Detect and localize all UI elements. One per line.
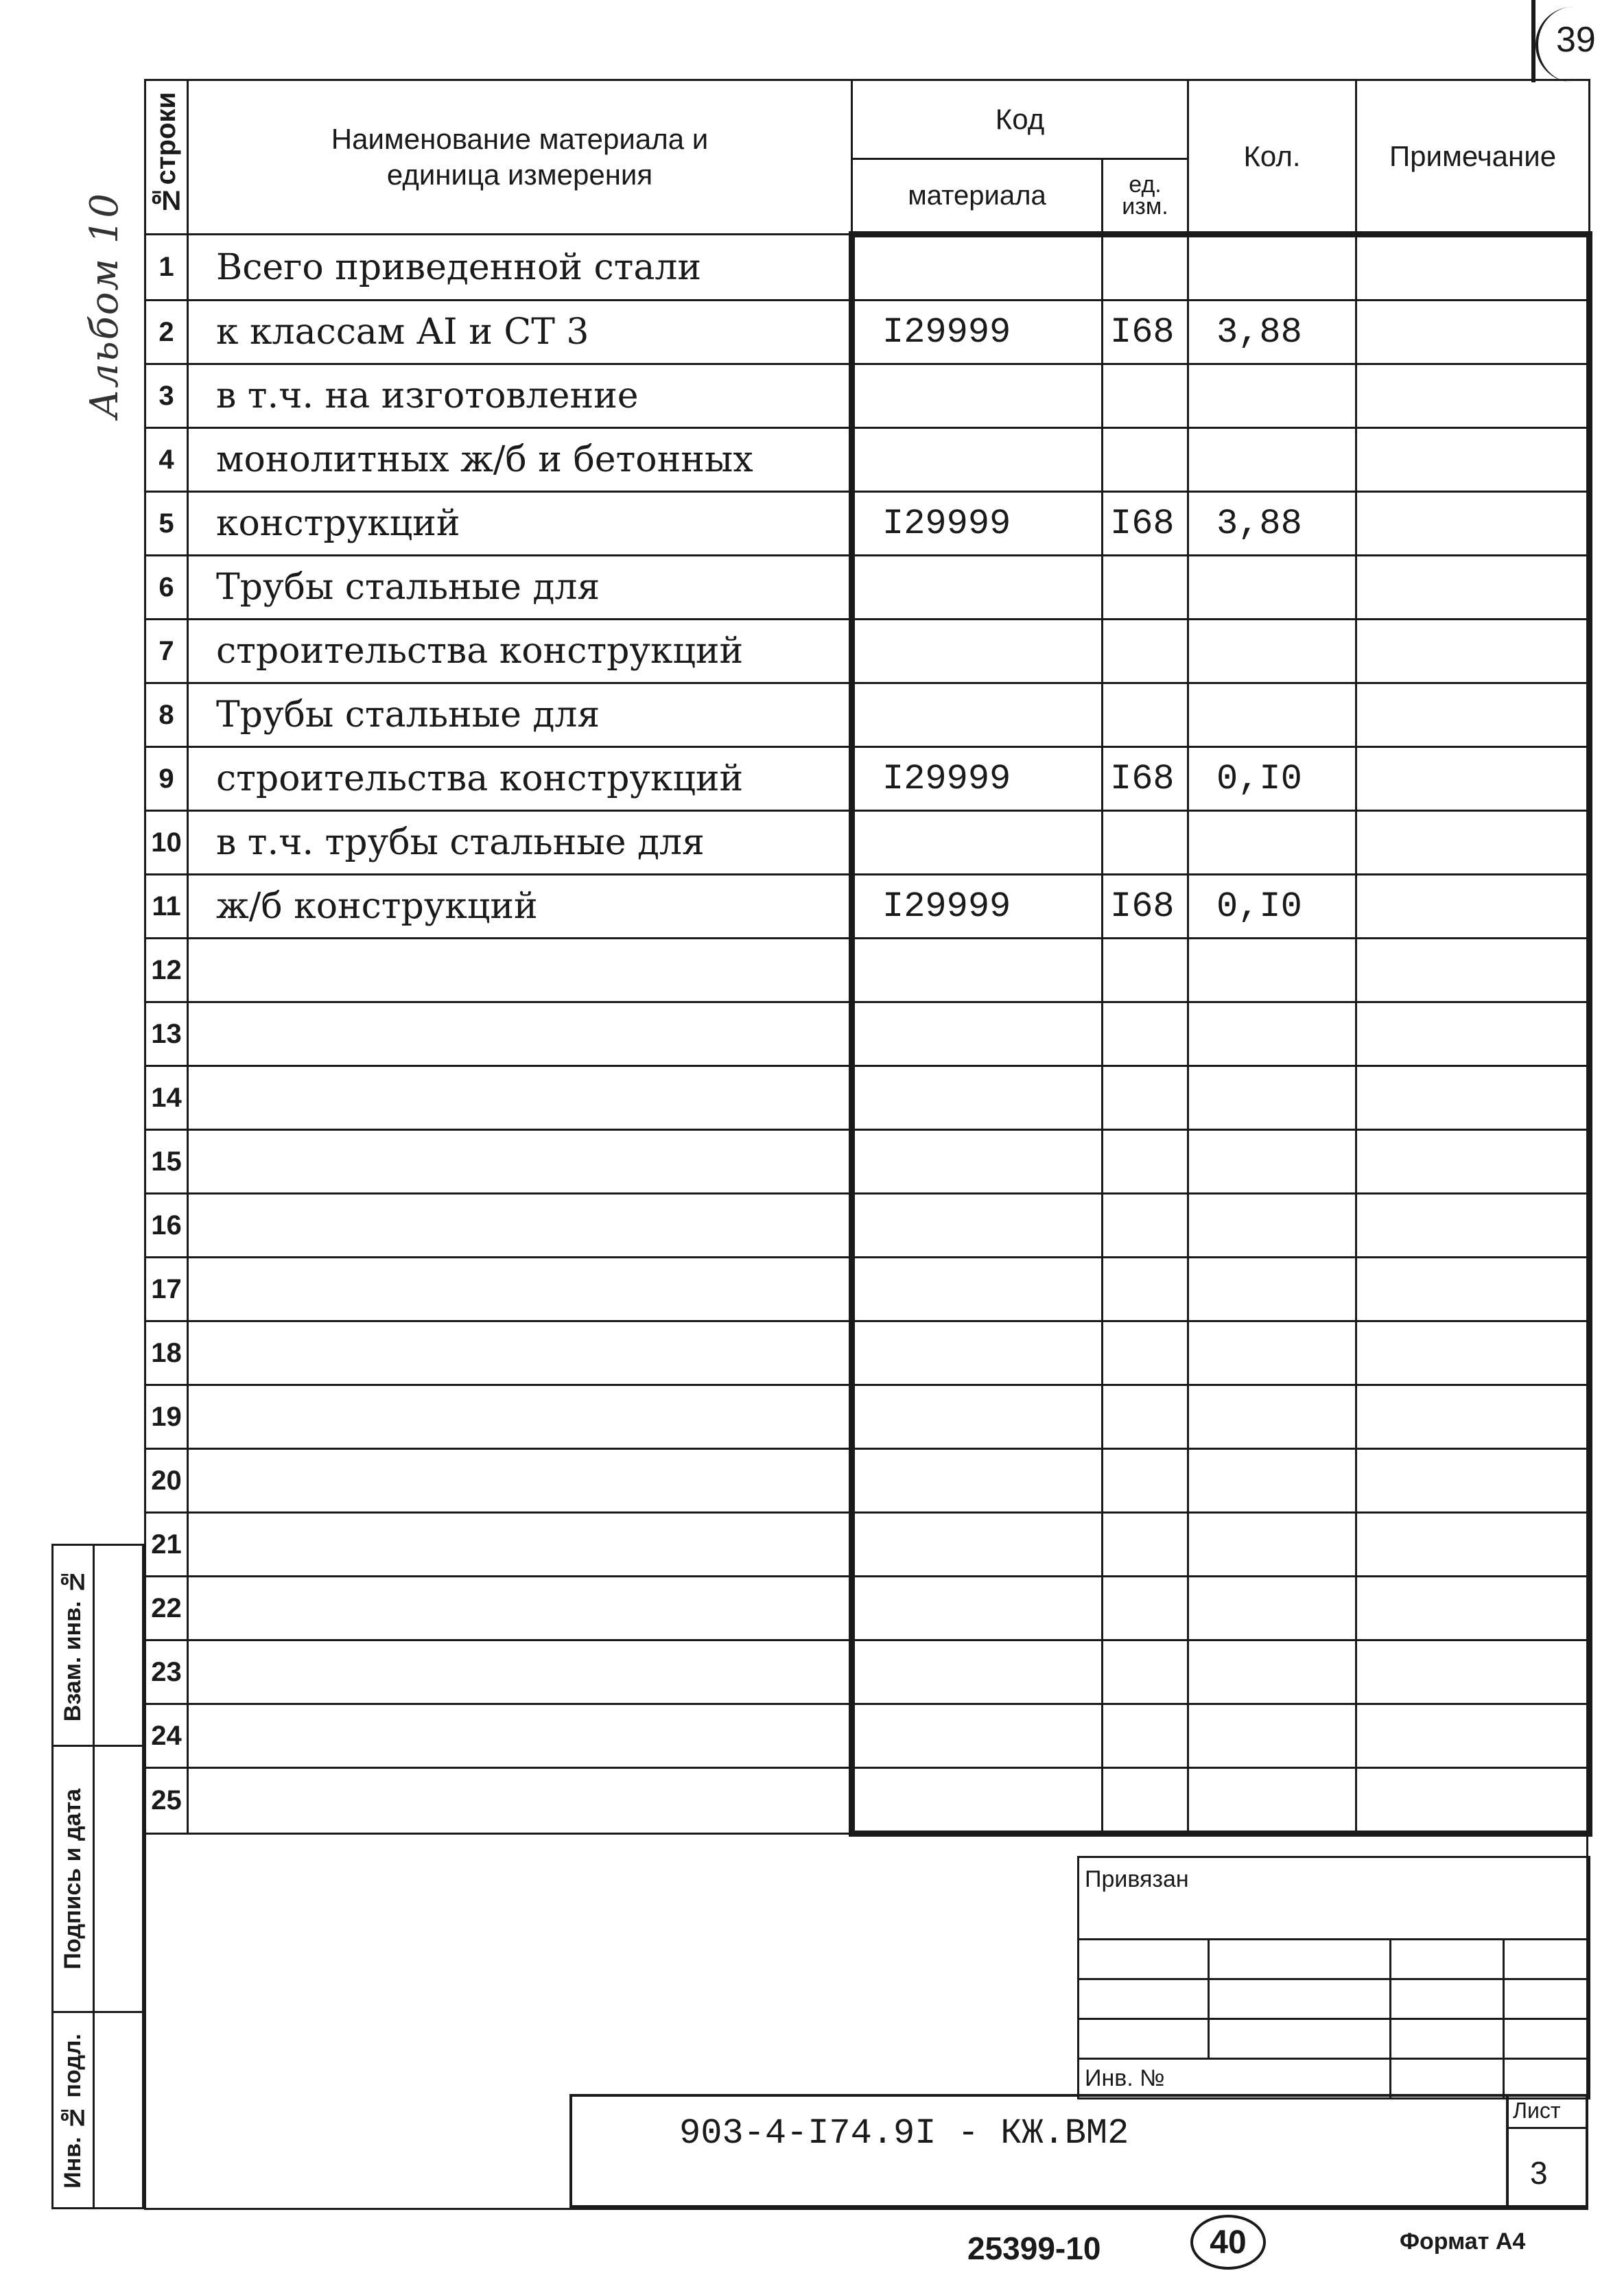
material-code — [852, 1066, 1103, 1130]
material-code — [852, 1258, 1103, 1321]
tb-cell — [1504, 1940, 1590, 1979]
header-name: Наименование материала и единица измерения — [188, 80, 852, 235]
table-row — [145, 1258, 1590, 1321]
note — [1356, 1002, 1590, 1066]
material-name: в т.ч. трубы стальные для — [188, 811, 852, 875]
material-code — [852, 428, 1103, 492]
material-code — [852, 620, 1103, 683]
note — [1356, 235, 1590, 301]
tb-cell — [1079, 2019, 1209, 2059]
stamp-sign-date: Подпись и дата — [54, 1747, 95, 2011]
quantity — [1188, 620, 1356, 683]
header-unit: ед. изм. — [1103, 159, 1188, 235]
tb-cell — [1391, 2019, 1504, 2059]
stamp-inv-orig: Инв. № подл. — [54, 2013, 95, 2209]
note — [1356, 1258, 1590, 1321]
material-name — [188, 1704, 852, 1768]
material-name — [188, 1768, 852, 1834]
material-name: Трубы стальные для — [188, 556, 852, 620]
header-row-num: №строки — [145, 80, 188, 235]
row-number: 1 — [145, 235, 188, 301]
unit-code: I68 — [1103, 875, 1188, 939]
inv-label: Инв. № — [1079, 2059, 1391, 2099]
quantity — [1188, 1066, 1356, 1130]
unit-code — [1103, 428, 1188, 492]
note — [1356, 875, 1590, 939]
table-row — [145, 1321, 1590, 1385]
row-number: 19 — [145, 1385, 188, 1449]
unit-code — [1103, 1385, 1188, 1449]
corner-mark — [1531, 0, 1535, 82]
sheet-divider — [1506, 2127, 1588, 2129]
quantity — [1188, 683, 1356, 747]
unit-code — [1103, 1321, 1188, 1385]
circled-number: 40 — [1190, 2215, 1266, 2270]
header-material: материала — [852, 159, 1103, 235]
quantity — [1188, 939, 1356, 1002]
material-name — [188, 939, 852, 1002]
unit-code — [1103, 1002, 1188, 1066]
material-name — [188, 1066, 852, 1130]
frame-left — [144, 1804, 146, 2209]
unit-code: I68 — [1103, 492, 1188, 556]
unit-code — [1103, 1258, 1188, 1321]
unit-code — [1103, 364, 1188, 428]
material-code — [852, 364, 1103, 428]
note — [1356, 939, 1590, 1002]
row-number: 16 — [145, 1194, 188, 1258]
material-code — [852, 1130, 1103, 1194]
note — [1356, 492, 1590, 556]
material-name: конструкций — [188, 492, 852, 556]
row-number: 2 — [145, 301, 188, 364]
tb-cell — [1391, 2059, 1504, 2099]
material-name — [188, 1577, 852, 1640]
table-row — [145, 1002, 1590, 1066]
row-number: 20 — [145, 1449, 188, 1513]
row-number: 13 — [145, 1002, 188, 1066]
quantity: 0,I0 — [1188, 875, 1356, 939]
row-number: 21 — [145, 1513, 188, 1577]
table-row — [145, 1704, 1590, 1768]
note — [1356, 1768, 1590, 1834]
tb-cell — [1209, 2019, 1391, 2059]
material-code — [852, 1321, 1103, 1385]
table-row — [145, 1449, 1590, 1513]
unit-code — [1103, 1449, 1188, 1513]
material-code: I29999 — [852, 301, 1103, 364]
note — [1356, 1449, 1590, 1513]
material-code: I29999 — [852, 492, 1103, 556]
tb-cell — [1079, 1979, 1209, 2019]
stamp-replace-inv: Взам. инв. № — [54, 1546, 95, 1745]
row-number: 9 — [145, 747, 188, 811]
unit-code — [1103, 683, 1188, 747]
quantity: 3,88 — [1188, 301, 1356, 364]
table-row — [145, 747, 1590, 811]
material-code — [852, 939, 1103, 1002]
row-number: 5 — [145, 492, 188, 556]
unit-code — [1103, 1640, 1188, 1704]
quantity: 3,88 — [1188, 492, 1356, 556]
note — [1356, 364, 1590, 428]
unit-code — [1103, 811, 1188, 875]
quantity — [1188, 1258, 1356, 1321]
quantity — [1188, 364, 1356, 428]
material-code — [852, 811, 1103, 875]
header-note: Примечание — [1356, 80, 1590, 235]
unit-code — [1103, 1194, 1188, 1258]
material-name: Всего приведенной стали — [188, 235, 852, 301]
material-name — [188, 1130, 852, 1194]
sheet-number: 3 — [1530, 2155, 1548, 2191]
material-code — [852, 683, 1103, 747]
note — [1356, 811, 1590, 875]
tb-cell — [1079, 1940, 1209, 1979]
page-number: 39 — [1556, 20, 1596, 60]
quantity — [1188, 1130, 1356, 1194]
table-row — [145, 939, 1590, 1002]
material-code — [852, 1640, 1103, 1704]
unit-code — [1103, 939, 1188, 1002]
tb-cell — [1209, 1940, 1391, 1979]
material-code — [852, 1002, 1103, 1066]
row-number: 24 — [145, 1704, 188, 1768]
table-row — [145, 620, 1590, 683]
table-row — [145, 492, 1590, 556]
row-number: 8 — [145, 683, 188, 747]
material-name: строительства конструкций — [188, 747, 852, 811]
note — [1356, 1321, 1590, 1385]
table-row — [145, 1194, 1590, 1258]
unit-code — [1103, 1577, 1188, 1640]
quantity — [1188, 811, 1356, 875]
table-row — [145, 1130, 1590, 1194]
tb-cell — [1504, 2019, 1590, 2059]
quantity — [1188, 1768, 1356, 1834]
row-number: 11 — [145, 875, 188, 939]
archive-number: 25399-10 — [967, 2231, 1101, 2266]
materials-table — [144, 79, 1592, 1837]
note — [1356, 1704, 1590, 1768]
note — [1356, 1066, 1590, 1130]
row-number: 7 — [145, 620, 188, 683]
material-name — [188, 1640, 852, 1704]
tb-cell — [1391, 1940, 1504, 1979]
table-row — [145, 1066, 1590, 1130]
quantity — [1188, 428, 1356, 492]
note — [1356, 1194, 1590, 1258]
table-row — [145, 1768, 1590, 1834]
material-code — [852, 1768, 1103, 1834]
material-code — [852, 1513, 1103, 1577]
table-row — [145, 1385, 1590, 1449]
unit-code — [1103, 556, 1188, 620]
row-number: 17 — [145, 1258, 188, 1321]
table-row — [145, 1513, 1590, 1577]
note — [1356, 1513, 1590, 1577]
title-block-grid — [1077, 1856, 1590, 2099]
frame-bottom — [144, 2208, 1588, 2210]
side-stamp — [51, 1544, 144, 2209]
note — [1356, 683, 1590, 747]
note — [1356, 1577, 1590, 1640]
material-name: строительства конструкций — [188, 620, 852, 683]
quantity — [1188, 1449, 1356, 1513]
row-number: 15 — [145, 1130, 188, 1194]
note — [1356, 556, 1590, 620]
quantity — [1188, 1704, 1356, 1768]
unit-code — [1103, 1066, 1188, 1130]
table-row — [145, 1577, 1590, 1640]
unit-code — [1103, 1130, 1188, 1194]
quantity — [1188, 1194, 1356, 1258]
quantity: 0,I0 — [1188, 747, 1356, 811]
tb-cell — [1209, 1979, 1391, 2019]
unit-code — [1103, 620, 1188, 683]
table-row — [145, 364, 1590, 428]
row-number: 25 — [145, 1768, 188, 1834]
row-number: 4 — [145, 428, 188, 492]
table-row — [145, 875, 1590, 939]
unit-code — [1103, 1704, 1188, 1768]
format-label: Формат А4 — [1400, 2228, 1526, 2255]
quantity — [1188, 556, 1356, 620]
material-name — [188, 1258, 852, 1321]
row-number: 23 — [145, 1640, 188, 1704]
tb-cell — [1391, 1979, 1504, 2019]
material-name — [188, 1449, 852, 1513]
row-number: 12 — [145, 939, 188, 1002]
table-row — [145, 683, 1590, 747]
table-row — [145, 301, 1590, 364]
tb-cell — [1504, 1979, 1590, 2019]
unit-code: I68 — [1103, 747, 1188, 811]
material-code: I29999 — [852, 747, 1103, 811]
table-row — [145, 235, 1590, 301]
material-code — [852, 1577, 1103, 1640]
document-code: 903-4-I74.9I - КЖ.ВМ2 — [679, 2113, 1129, 2154]
table-row — [145, 556, 1590, 620]
quantity — [1188, 1002, 1356, 1066]
quantity — [1188, 235, 1356, 301]
material-name: ж/б конструкций — [188, 875, 852, 939]
material-name — [188, 1194, 852, 1258]
note — [1356, 620, 1590, 683]
material-name — [188, 1513, 852, 1577]
quantity — [1188, 1513, 1356, 1577]
material-code — [852, 1704, 1103, 1768]
quantity — [1188, 1640, 1356, 1704]
material-name: Трубы стальные для — [188, 683, 852, 747]
margin-note — [82, 192, 137, 453]
note — [1356, 301, 1590, 364]
material-code — [852, 1385, 1103, 1449]
note — [1356, 1130, 1590, 1194]
material-code: I29999 — [852, 875, 1103, 939]
note — [1356, 747, 1590, 811]
material-name — [188, 1002, 852, 1066]
unit-code — [1103, 235, 1188, 301]
tb-cell — [1504, 2059, 1590, 2099]
row-number: 6 — [145, 556, 188, 620]
note — [1356, 1640, 1590, 1704]
material-code — [852, 1194, 1103, 1258]
material-code — [852, 235, 1103, 301]
quantity — [1188, 1385, 1356, 1449]
material-code — [852, 556, 1103, 620]
header-code: Код — [852, 80, 1188, 159]
material-name — [188, 1321, 852, 1385]
unit-code — [1103, 1513, 1188, 1577]
sheet-label: Лист — [1513, 2098, 1561, 2123]
row-number: 18 — [145, 1321, 188, 1385]
header-qty: Кол. — [1188, 80, 1356, 235]
margin-note-text: Альбом 10 — [82, 192, 127, 419]
row-number: 14 — [145, 1066, 188, 1130]
row-number: 22 — [145, 1577, 188, 1640]
unit-code — [1103, 1768, 1188, 1834]
row-number: 3 — [145, 364, 188, 428]
material-code — [852, 1449, 1103, 1513]
bound-label: Привязан — [1079, 1857, 1590, 1940]
table-row — [145, 1640, 1590, 1704]
material-name: к классам АI и СТ 3 — [188, 301, 852, 364]
material-name — [188, 1385, 852, 1449]
table-row — [145, 428, 1590, 492]
unit-code: I68 — [1103, 301, 1188, 364]
material-name: в т.ч. на изготовление — [188, 364, 852, 428]
quantity — [1188, 1321, 1356, 1385]
row-number: 10 — [145, 811, 188, 875]
table-row — [145, 811, 1590, 875]
material-name: монолитных ж/б и бетонных — [188, 428, 852, 492]
quantity — [1188, 1577, 1356, 1640]
note — [1356, 1385, 1590, 1449]
note — [1356, 428, 1590, 492]
